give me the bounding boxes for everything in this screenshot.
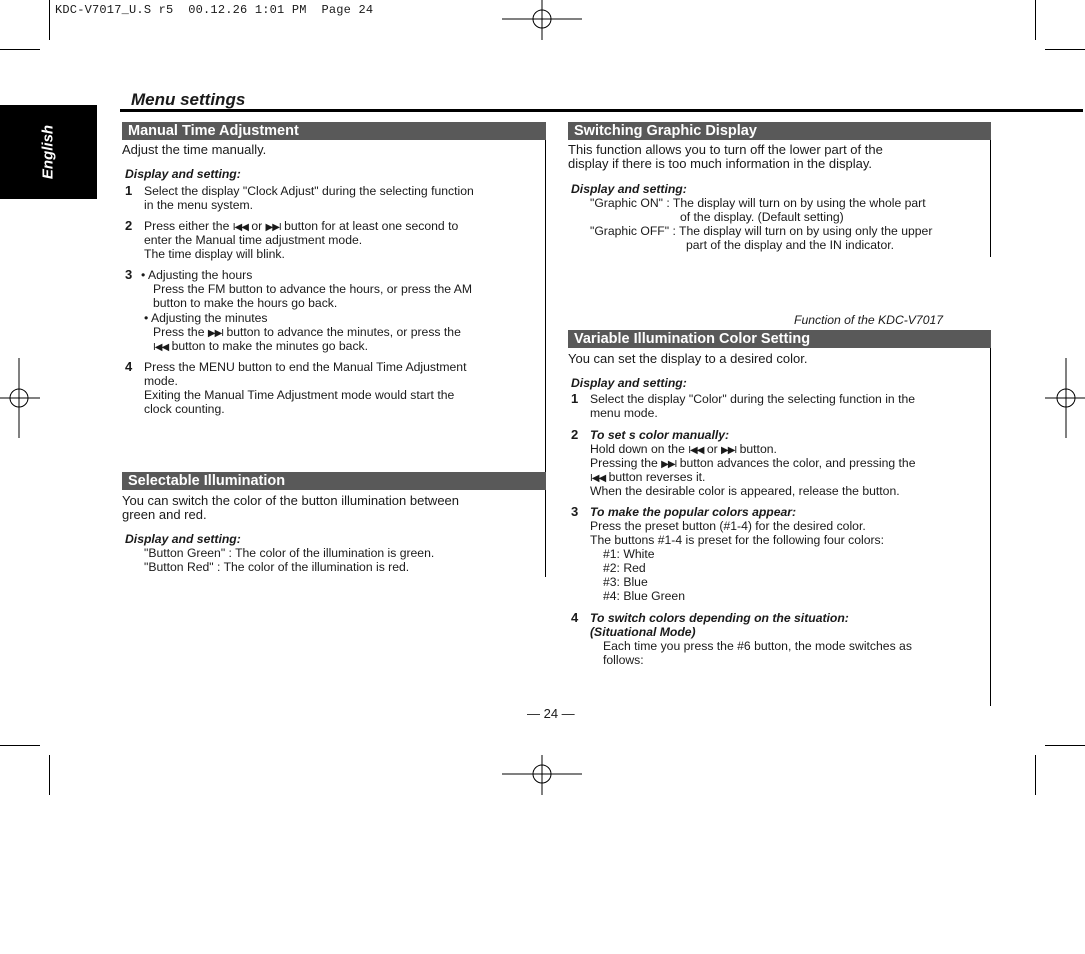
prev-track-icon: I◀◀ — [232, 222, 248, 233]
prev-track-icon: I◀◀ — [590, 473, 606, 484]
next-track-icon: ▶▶I — [265, 222, 281, 233]
setting-option: part of the display and the IN indicator. — [686, 238, 894, 252]
column-rule-right-top — [990, 122, 991, 257]
step-text: Select the display "Color" during the selecting function in the — [590, 392, 916, 406]
step-text-part: button for at least one second to — [284, 219, 459, 233]
language-tab — [0, 105, 97, 199]
setting-option: "Graphic OFF" : The display will turn on by using only the upper — [590, 224, 933, 238]
step-text-part: button advances the color, and pressing the — [679, 456, 916, 470]
step-bullet: • Adjusting the hours — [141, 268, 253, 282]
next-track-icon: ▶▶I — [207, 328, 224, 339]
step-text: Select the display "Clock Adjust" during the selecting function — [144, 184, 474, 198]
step-number: 4 — [571, 610, 579, 625]
color-preset-item: #3: Blue — [603, 575, 648, 589]
column-rule-right-bottom — [990, 331, 991, 706]
page-number: — 24 — — [527, 706, 575, 721]
setting-option: of the display. (Default setting) — [680, 210, 844, 224]
section-intro: display if there is too much information in the display. — [568, 156, 872, 171]
crop-mark — [1045, 49, 1085, 50]
crop-mark — [1035, 755, 1036, 795]
display-setting-subheading: Display and setting: — [125, 532, 241, 546]
section-intro: You can set the display to a desired color. — [568, 351, 808, 366]
step-text: Each time you press the #6 button, the mode switches as — [603, 639, 912, 653]
registration-mark-top — [502, 0, 582, 40]
step-number: 2 — [125, 218, 133, 233]
crop-mark — [49, 0, 50, 40]
step-number: 3 — [571, 504, 579, 519]
display-setting-subheading: Display and setting: — [571, 182, 687, 196]
column-rule-left — [545, 122, 546, 577]
step-text — [153, 339, 368, 355]
step-number: 2 — [571, 427, 579, 442]
step-text: The time display will blink. — [144, 247, 285, 261]
section-heading-color-setting: Variable Illumination Color Setting — [568, 330, 991, 348]
step-number: 1 — [571, 391, 579, 406]
step-text-part: button to make the minutes go back. — [171, 339, 369, 353]
step-text: in the menu system. — [144, 198, 254, 212]
step-text: Press the MENU button to end the Manual Time Adjustment — [144, 360, 467, 374]
color-preset-item: #2: Red — [603, 561, 646, 575]
step-text: button to make the hours go back. — [153, 296, 338, 310]
step-text-part: button reverses it. — [608, 470, 706, 484]
crop-mark — [49, 755, 50, 795]
crop-mark — [1045, 745, 1085, 746]
section-heading-manual-time: Manual Time Adjustment — [122, 122, 546, 140]
step-bullet: • Adjusting the minutes — [144, 311, 268, 325]
step-text: enter the Manual time adjustment mode. — [144, 233, 363, 247]
page-title: Menu settings — [131, 90, 246, 109]
crop-mark — [1035, 0, 1036, 40]
display-setting-subheading: Display and setting: — [571, 376, 687, 390]
crop-mark — [0, 49, 40, 50]
setting-option: "Graphic ON" : The display will turn on by using the whole part — [590, 196, 926, 210]
registration-mark-right — [1045, 358, 1085, 438]
next-track-icon: ▶▶I — [721, 445, 737, 456]
step-text: Press the preset button (#1-4) for the desired color. — [590, 519, 866, 533]
step-number: 3 — [125, 267, 133, 282]
registration-mark-left — [0, 358, 40, 438]
step-text: mode. — [144, 374, 178, 388]
step-text: Press the FM button to advance the hours, or press the AM — [153, 282, 473, 296]
prev-track-icon: I◀◀ — [688, 445, 704, 456]
step-text-part: button. — [739, 442, 777, 456]
step-text-part: or — [251, 219, 263, 233]
section-intro: This function allows you to turn off the lower part of the — [568, 142, 883, 157]
step-text-part: Hold down on the — [590, 442, 685, 456]
section-intro: green and red. — [122, 507, 207, 522]
display-setting-subheading: Display and setting: — [125, 167, 241, 181]
step-title: To set s color manually: — [590, 428, 730, 442]
setting-option: "Button Green" : The color of the illumination is green. — [144, 546, 435, 560]
step-text: follows: — [603, 653, 644, 667]
print-slug: KDC-V7017_U.S r5 00.12.26 1:01 PM Page 24 — [55, 3, 374, 17]
step-text: menu mode. — [590, 406, 658, 420]
step-text: clock counting. — [144, 402, 225, 416]
language-label: English — [39, 124, 57, 180]
step-title: (Situational Mode) — [590, 625, 696, 639]
setting-option: "Button Red" : The color of the illumination is red. — [144, 560, 410, 574]
section-intro: You can switch the color of the button illumination between — [122, 493, 460, 508]
step-title: To switch colors depending on the situation: — [590, 611, 849, 625]
step-text-part: or — [706, 442, 718, 456]
color-preset-item: #1: White — [603, 547, 655, 561]
step-text-part: Press either the — [144, 219, 230, 233]
next-track-icon: ▶▶I — [661, 459, 677, 470]
step-text: When the desirable color is appeared, release the button. — [590, 484, 900, 498]
function-note: Function of the KDC-V7017 — [794, 313, 944, 327]
prev-track-icon: I◀◀ — [153, 342, 169, 353]
section-heading-graphic-display: Switching Graphic Display — [568, 122, 991, 140]
step-text: The buttons #1-4 is preset for the following four colors: — [590, 533, 885, 547]
color-preset-item: #4: Blue Green — [603, 589, 685, 603]
step-number: 4 — [125, 359, 133, 374]
step-number: 1 — [125, 183, 133, 198]
step-text-part: Press the — [153, 325, 205, 339]
title-rule — [120, 109, 1083, 112]
section-intro: Adjust the time manually. — [122, 142, 267, 157]
step-title: To make the popular colors appear: — [590, 505, 797, 519]
crop-mark — [0, 745, 40, 746]
section-heading-selectable-illumination: Selectable Illumination — [122, 472, 546, 490]
step-text-part: button to advance the minutes, or press the — [226, 325, 461, 339]
step-text-part: Pressing the — [590, 456, 658, 470]
step-text: Exiting the Manual Time Adjustment mode would start the — [144, 388, 455, 402]
registration-mark-bottom — [502, 755, 582, 795]
